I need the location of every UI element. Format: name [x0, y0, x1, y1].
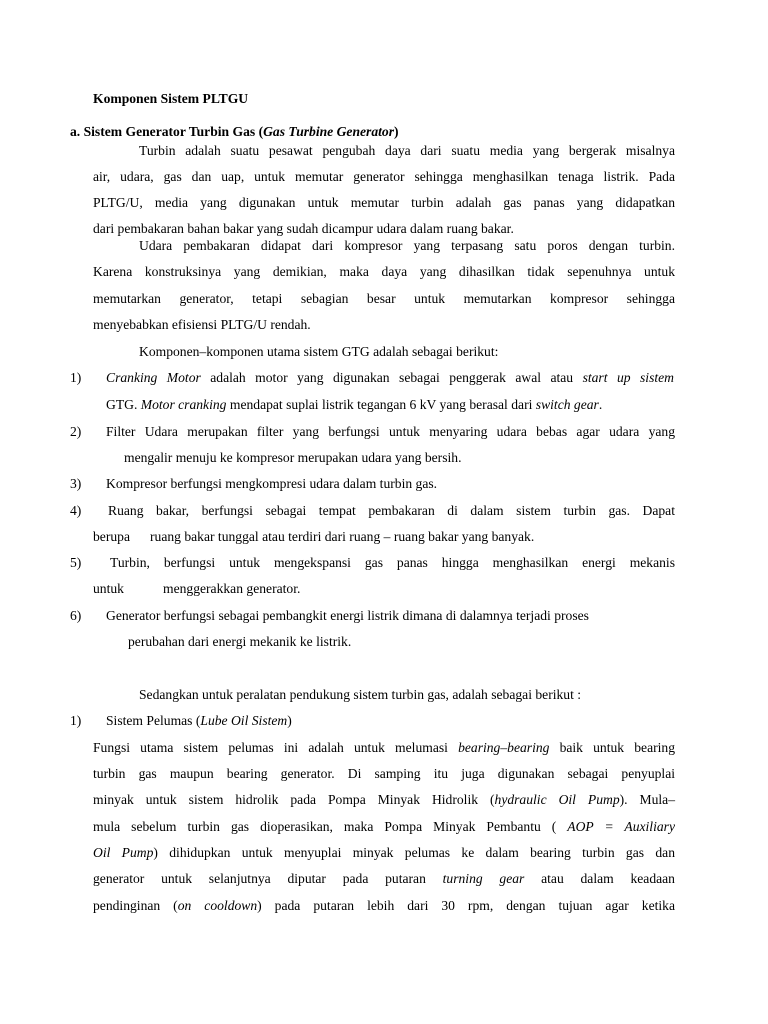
list-item-kompresor: Kompresor berfungsi mengkompresi udara dalam turbin gas.	[106, 476, 438, 491]
list-item-line: ruang bakar tunggal atau terdiri dari ruang – ruang bakar yang banyak.	[150, 529, 535, 544]
list-number: 1)	[70, 713, 82, 728]
list-number: 3)	[70, 476, 82, 491]
list-number: 6)	[70, 608, 82, 623]
list-item-line: menggerakkan generator.	[163, 581, 301, 596]
list-item-sistem-pelumas: Sistem Pelumas (Lube Oil Sistem)	[106, 713, 292, 728]
paragraph-line: turbin gas maupun bearing generator. Di samping itu juga digunakan sebagai penyuplai	[93, 766, 675, 781]
list-number: 2)	[70, 424, 82, 439]
list-item-turbin: Turbin, berfungsi untuk mengekspansi gas panas hingga menghasilkan energi mekanis	[110, 555, 675, 570]
list-item-line: GTG. Motor cranking mendapat suplai listrik tegangan 6 kV yang berasal dari switch gear.	[106, 397, 603, 412]
list-item-filter-udara: Filter Udara merupakan filter yang berfungsi untuk menyaring udara bebas agar udara yang	[106, 424, 675, 439]
list-number: 1)	[70, 370, 82, 385]
paragraph-line: minyak untuk sistem hidrolik pada Pompa Minyak Hidrolik (hydraulic Oil Pump). Mula–	[93, 792, 676, 807]
paragraph-line: memutarkan generator, tetapi sebagian besar untuk memutarkan kompresor sehingga	[93, 291, 675, 306]
paragraph-komponen-intro: Komponen–komponen utama sistem GTG adalah sebagai berikut:	[139, 344, 499, 359]
section-a-title: a. Sistem Generator Turbin Gas (Gas Turbine Generator)	[70, 124, 399, 139]
paragraph-line: Udara pembakaran didapat dari kompresor yang terpasang satu poros dengan turbin.	[139, 238, 675, 253]
document-heading: Komponen Sistem PLTGU	[93, 91, 249, 106]
paragraph-line: Oil Pump) dihidupkan untuk menyuplai minyak pelumas ke dalam bearing turbin gas dan	[93, 845, 675, 860]
list-item-generator: Generator berfungsi sebagai pembangkit energi listrik dimana di dalamnya terjadi proses	[106, 608, 589, 623]
list-item-line: untuk	[93, 581, 124, 596]
list-item-cranking-motor: Cranking Motor adalah motor yang digunakan sebagai penggerak awal atau start up sistem	[106, 370, 674, 385]
list-item-line: perubahan dari energi mekanik ke listrik.	[128, 634, 352, 649]
list-item-ruang-bakar: Ruang bakar, berfungsi sebagai tempat pembakaran di dalam sistem turbin gas. Dapat	[108, 503, 675, 518]
list-number: 4)	[70, 503, 82, 518]
paragraph-line: PLTG/U, media yang digunakan untuk memutar turbin adalah gas panas yang didapatkan	[93, 195, 675, 210]
list-number: 5)	[70, 555, 82, 570]
paragraph-line: menyebabkan efisiensi PLTG/U rendah.	[93, 317, 311, 332]
paragraph-line: Karena konstruksinya yang demikian, maka daya yang dihasilkan tidak sepenuhnya untuk	[93, 264, 675, 279]
paragraph-line: Turbin adalah suatu pesawat pengubah daya dari suatu media yang bergerak misalnya	[139, 143, 675, 158]
paragraph-line: generator untuk selanjutnya diputar pada putaran turning gear atau dalam keadaan	[93, 871, 675, 886]
list-item-line: mengalir menuju ke kompresor merupakan udara yang bersih.	[124, 450, 462, 465]
paragraph-line: Fungsi utama sistem pelumas ini adalah untuk melumasi bearing–bearing baik untuk bearing	[93, 740, 675, 755]
paragraph-line: mula sebelum turbin gas dioperasikan, maka Pompa Minyak Pembantu ( AOP = Auxiliary	[93, 819, 675, 834]
paragraph-line: dari pembakaran bahan bakar yang sudah dicampur udara dalam ruang bakar.	[93, 221, 514, 236]
paragraph-line: pendinginan (on cooldown) pada putaran lebih dari 30 rpm, dengan tujuan agar ketika	[93, 898, 676, 913]
paragraph-pendukung-intro: Sedangkan untuk peralatan pendukung sistem turbin gas, adalah sebagai berikut :	[139, 687, 582, 702]
list-item-line: berupa	[93, 529, 130, 544]
paragraph-line: air, udara, gas dan uap, untuk memutar generator sehingga menghasilkan tenaga listrik. Pada	[93, 169, 675, 184]
